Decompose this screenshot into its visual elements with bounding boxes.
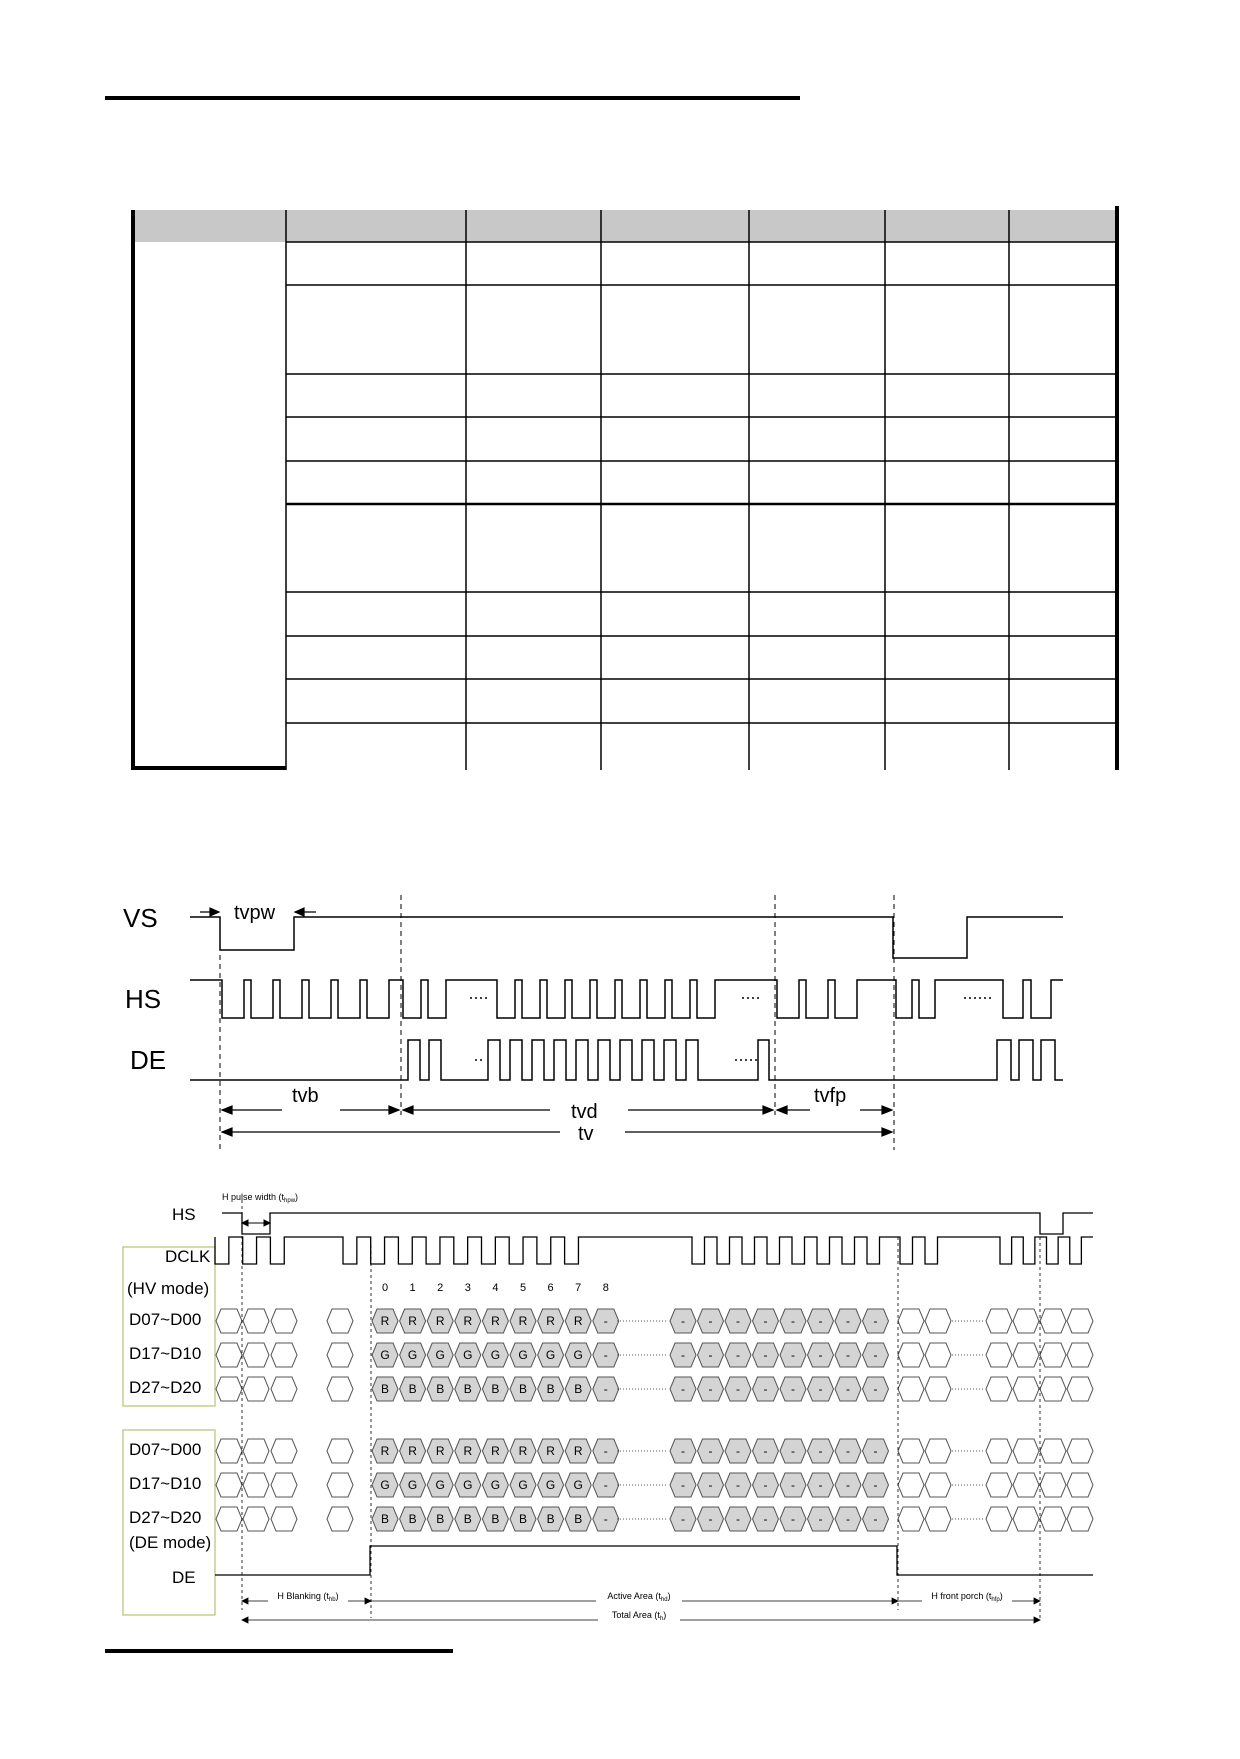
data-cell-label: - (791, 1382, 795, 1396)
data-cell-label: - (763, 1314, 768, 1328)
data-cell-label: R (546, 1444, 555, 1458)
signal-label-vs: VS (123, 903, 158, 933)
data-cell (327, 1309, 353, 1333)
timing-table (131, 206, 1117, 770)
data-cell (271, 1439, 297, 1463)
data-cell-label: G (490, 1478, 501, 1492)
data-cell-label: - (763, 1382, 768, 1396)
data-cell-label: B (546, 1512, 555, 1526)
h-pulse-width-label: H pulse width $(t_{hpw})$ (222, 1192, 299, 1204)
data-cell-label: - (818, 1348, 823, 1362)
data-cell-label: - (736, 1478, 740, 1492)
data-cell-label: - (736, 1512, 740, 1526)
data-row (216, 1343, 1093, 1367)
data-cell-label: - (708, 1512, 713, 1526)
horizontal-dividers (242, 1200, 1040, 1618)
data-cell-label: - (846, 1512, 850, 1526)
hs-waveform (190, 980, 1063, 1018)
de-h-waveform (215, 1546, 1093, 1575)
data-cell-label: B (463, 1382, 472, 1396)
data-cell-label: B (491, 1382, 500, 1396)
pixel-index-0: 0 (381, 1282, 389, 1294)
data-cell-label: B (436, 1512, 445, 1526)
data-cell (327, 1343, 353, 1367)
data-cell-label: - (603, 1512, 608, 1526)
pixel-index-8: 8 (602, 1282, 609, 1294)
data-cell (271, 1377, 297, 1401)
data-cell (986, 1473, 1012, 1497)
signal-label-de-h: DE (172, 1568, 196, 1587)
data-cell-label: - (846, 1314, 850, 1328)
data-cell (1040, 1377, 1066, 1401)
data-cell (1013, 1343, 1039, 1367)
data-cell-label: - (846, 1478, 850, 1492)
data-cell-label: B (491, 1512, 500, 1526)
h-pulse-arrows (242, 1220, 270, 1226)
data-cell-label: G (380, 1478, 390, 1492)
data-cell (216, 1377, 242, 1401)
data-cell-label: B (546, 1382, 555, 1396)
data-cell (925, 1309, 951, 1333)
data-cell-label: R (408, 1444, 417, 1458)
data-cell-label: - (708, 1382, 713, 1396)
data-cell (925, 1473, 951, 1497)
signal-label-de: DE (130, 1045, 167, 1075)
h-blanking-label: H Blanking $(t_{hb})$ (277, 1591, 339, 1603)
data-cell-label: B (380, 1382, 390, 1396)
data-cell (986, 1343, 1012, 1367)
data-cell-label: G (490, 1348, 501, 1362)
data-cell-label: B (408, 1512, 417, 1526)
signal-label-hs-h: HS (172, 1205, 196, 1224)
data-cell-label: G (573, 1348, 583, 1362)
data-cell (1040, 1473, 1066, 1497)
data-cell-label: R (380, 1314, 390, 1328)
pixel-index-3: 3 (464, 1282, 471, 1294)
data-cell (898, 1439, 924, 1463)
hs-h-waveform (222, 1213, 1093, 1234)
signal-label-hs: HS (125, 984, 162, 1014)
data-cell (216, 1507, 242, 1531)
data-cell (986, 1507, 1012, 1531)
de-waveform (190, 1040, 1063, 1080)
data-cell (1067, 1377, 1093, 1401)
data-cell-label: R (380, 1444, 390, 1458)
data-cell (216, 1309, 242, 1333)
data-cell-label: - (681, 1314, 685, 1328)
data-cell-label: - (708, 1478, 713, 1492)
data-cell (216, 1473, 242, 1497)
data-cell (243, 1309, 269, 1333)
data-cell (271, 1309, 297, 1333)
data-cell-label: - (603, 1382, 608, 1396)
data-cell-label: G (573, 1478, 583, 1492)
data-cell (1067, 1439, 1093, 1463)
data-cell-label: - (763, 1348, 768, 1362)
data-cell (243, 1343, 269, 1367)
data-cell-label: - (603, 1348, 608, 1362)
data-cell-label: - (818, 1444, 823, 1458)
data-cell-label: - (873, 1478, 878, 1492)
data-cell (1067, 1507, 1093, 1531)
dotted-gaps-vertical (470, 998, 994, 1060)
data-cell-label: G (518, 1478, 528, 1492)
data-cell-label: - (603, 1478, 608, 1492)
data-cell-label: - (873, 1314, 878, 1328)
data-cell (271, 1343, 297, 1367)
pixel-index-labels (382, 1282, 609, 1294)
data-cell (243, 1439, 269, 1463)
data-cell-label: R (408, 1314, 417, 1328)
signal-label-d17-d10-de: D17~D10 (129, 1474, 202, 1493)
data-cell-label: G (407, 1348, 418, 1362)
pixel-index-4: 4 (492, 1282, 499, 1294)
data-cell-label: B (518, 1382, 528, 1396)
data-cell (243, 1473, 269, 1497)
data-cell-label: G (407, 1478, 418, 1492)
signal-label-d07-d00-hv: D07~D00 (129, 1310, 202, 1329)
data-cell (243, 1507, 269, 1531)
data-cell (216, 1343, 242, 1367)
data-cell (327, 1377, 353, 1401)
data-cell-label: G (518, 1348, 528, 1362)
data-row (216, 1439, 1093, 1463)
data-cell-label: R (435, 1314, 445, 1328)
data-cell (216, 1439, 242, 1463)
tvfp-label: tvfp (814, 1085, 847, 1107)
data-cell-label: - (791, 1478, 795, 1492)
data-cell-label: G (545, 1348, 556, 1362)
tv-label: tv (578, 1123, 594, 1145)
data-bus-cells (216, 1309, 1093, 1531)
data-cell-label: - (736, 1314, 740, 1328)
tvd-label: tvd (571, 1101, 598, 1123)
data-cell (898, 1377, 924, 1401)
data-cell-label: G (463, 1348, 473, 1362)
data-cell-label: B (518, 1512, 528, 1526)
data-cell (271, 1507, 297, 1531)
horizontal-timing-diagram (123, 1192, 1093, 1623)
data-cell (1067, 1473, 1093, 1497)
data-cell (1013, 1439, 1039, 1463)
data-cell-label: - (818, 1314, 823, 1328)
signal-label-d27-d20-de: D27~D20 (129, 1508, 202, 1527)
data-cell-label: - (791, 1444, 795, 1458)
data-cell-label: R (546, 1314, 555, 1328)
data-cell-label: - (681, 1444, 685, 1458)
data-cell (925, 1439, 951, 1463)
data-cell-label: R (573, 1314, 583, 1328)
data-cell-label: - (763, 1512, 768, 1526)
data-cell-label: - (791, 1314, 795, 1328)
data-cell-label: G (435, 1348, 445, 1362)
dclk-waveform (215, 1237, 1093, 1264)
data-row (216, 1473, 1093, 1497)
signal-label-de-mode: (DE mode) (129, 1533, 212, 1552)
data-cell-label: B (380, 1512, 390, 1526)
data-cell-label: - (708, 1444, 713, 1458)
pixel-index-1: 1 (409, 1282, 416, 1294)
data-cell-label: - (708, 1348, 713, 1362)
data-cell-label: R (491, 1444, 500, 1458)
data-cell-label: R (463, 1444, 473, 1458)
data-cell (1067, 1343, 1093, 1367)
data-cell (1040, 1507, 1066, 1531)
data-cell-label: - (873, 1348, 878, 1362)
data-cell-label: B (408, 1382, 417, 1396)
tvb-label: tvb (292, 1085, 319, 1107)
data-cell-label: R (435, 1444, 445, 1458)
data-cell (898, 1507, 924, 1531)
data-cell (1013, 1507, 1039, 1531)
vertical-period-arrows (222, 1106, 892, 1136)
data-cell (986, 1377, 1012, 1401)
data-cell-label: - (846, 1348, 850, 1362)
data-cell (898, 1309, 924, 1333)
data-cell (327, 1473, 353, 1497)
data-cell-label: G (463, 1478, 473, 1492)
signal-label-d17-d10-hv: D17~D10 (129, 1344, 202, 1363)
vs-waveform (190, 917, 1063, 958)
data-cell-label: G (380, 1348, 390, 1362)
data-cell-label: B (463, 1512, 472, 1526)
data-cell-label: - (818, 1382, 823, 1396)
data-cell (327, 1439, 353, 1463)
data-cell (898, 1473, 924, 1497)
data-cell-label: G (545, 1478, 556, 1492)
data-cell-label: - (846, 1382, 850, 1396)
data-cell (1040, 1343, 1066, 1367)
data-cell-label: - (763, 1444, 768, 1458)
vertical-dividers (220, 895, 894, 1150)
data-cell-label: R (491, 1314, 500, 1328)
data-cell (925, 1377, 951, 1401)
data-cell-label: - (708, 1314, 713, 1328)
data-row (216, 1507, 1093, 1531)
data-cell-label: - (791, 1512, 795, 1526)
data-cell (1067, 1309, 1093, 1333)
active-area-label: Active Area $(t_{hd})$ (607, 1591, 671, 1603)
data-cell (1040, 1439, 1066, 1463)
data-cell (243, 1377, 269, 1401)
data-cell-label: R (518, 1444, 528, 1458)
data-cell-label: - (603, 1314, 608, 1328)
data-cell (271, 1473, 297, 1497)
data-cell-label: - (681, 1512, 685, 1526)
data-cell-label: - (681, 1382, 685, 1396)
signal-label-dclk: DCLK (165, 1247, 211, 1266)
data-cell-label: - (846, 1444, 850, 1458)
signal-label-hv-mode: (HV mode) (127, 1279, 210, 1298)
data-cell-label: - (873, 1382, 878, 1396)
data-cell (986, 1309, 1012, 1333)
data-cell-label: R (463, 1314, 473, 1328)
data-cell-label: - (818, 1478, 823, 1492)
data-cell (925, 1507, 951, 1531)
data-cell-label: B (574, 1382, 583, 1396)
data-cell-label: R (518, 1314, 528, 1328)
data-cell-label: - (603, 1444, 608, 1458)
data-cell (898, 1343, 924, 1367)
data-cell-label: - (681, 1478, 685, 1492)
data-cell (1013, 1309, 1039, 1333)
data-cell (986, 1439, 1012, 1463)
pixel-index-7: 7 (575, 1282, 582, 1294)
data-cell (327, 1507, 353, 1531)
data-cell (1040, 1309, 1066, 1333)
data-cell (925, 1343, 951, 1367)
data-cell (1013, 1377, 1039, 1401)
pixel-index-5: 5 (519, 1282, 527, 1294)
data-cell-label: - (791, 1348, 795, 1362)
vertical-timing-diagram (123, 895, 1063, 1150)
data-cell-label: B (574, 1512, 583, 1526)
tvpw-label: tvpw (234, 902, 276, 924)
data-cell-label: - (763, 1478, 768, 1492)
data-cell-label: R (573, 1444, 583, 1458)
data-cell-label: - (736, 1444, 740, 1458)
data-cell-label: - (681, 1348, 685, 1362)
pixel-index-2: 2 (437, 1282, 444, 1294)
data-cell-label: - (873, 1512, 878, 1526)
pixel-index-6: 6 (547, 1282, 554, 1294)
total-area-label: Total Area $(t_h)$ (611, 1610, 667, 1622)
data-row (216, 1309, 1093, 1333)
data-cell-label: - (818, 1512, 823, 1526)
data-cell-label: G (435, 1478, 445, 1492)
signal-label-d27-d20-hv: D27~D20 (129, 1378, 202, 1397)
data-cell-label: - (873, 1444, 878, 1458)
data-cell-label: B (436, 1382, 445, 1396)
data-cell-label: - (736, 1382, 740, 1396)
data-cell (1013, 1473, 1039, 1497)
table-header-row (133, 210, 1117, 242)
h-front-porch-label: H front porch $(t_{hfp})$ (931, 1591, 1003, 1603)
data-cell-label: - (736, 1348, 740, 1362)
data-row (216, 1377, 1093, 1401)
signal-label-d07-d00-de: D07~D00 (129, 1440, 202, 1459)
